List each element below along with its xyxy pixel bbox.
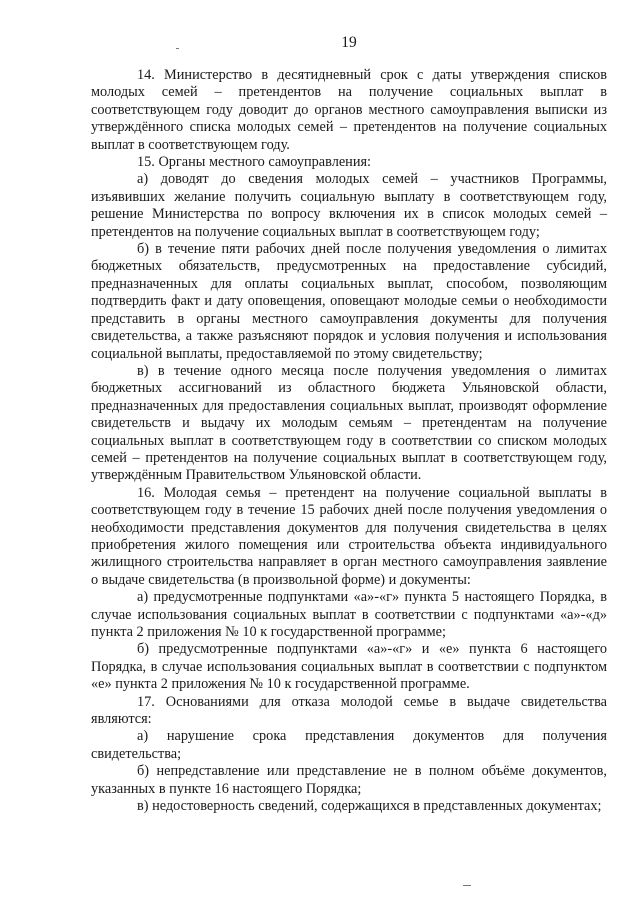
paragraph-16: 16. Молодая семья – претендент на получение социальной выплаты в соответствующем году в течение 15 рабочих дней после получения уведомления о необходимости представления документов для получения свидетельства в целях приобретения жилого помещения или строительства объекта индивидуального жилищного строительства направляет в орган местного самоуправления заявление о выдаче свидетельства (в произвольной форме) и документы:: [91, 484, 607, 588]
scan-speck: [176, 48, 179, 49]
paragraph-16a: а) предусмотренные подпунктами «а»-«г» пункта 5 настоящего Порядка, в случае использования социальных выплат в соответствии с подпунктами «а»-«д» пункта 2 приложения № 10 к государственной программе;: [91, 589, 607, 640]
paragraph-15-heading: 15. Органы местного самоуправления:: [137, 154, 372, 171]
paragraph-16b: б) предусмотренные подпунктами «а»-«г» и «е» пункта 6 настоящего Порядка, в случае использования социальных выплат в соответствии с подпунктом «е» пункта 2 приложения № 10 к государственной программе.: [91, 641, 607, 693]
paragraph-17-heading: 17. Основаниями для отказа молодой семье в выдаче свидетельства являются:: [91, 693, 607, 728]
paragraph-17a: а) нарушение срока представления документов для получения свидетельства;: [91, 728, 607, 762]
paragraph-17b: б) непредставление или представление не в полном объёме документов, указанных в пункте 16 настоящего Порядка;: [91, 763, 607, 797]
paragraph-17v: в) недостоверность сведений, содержащихся в представленных документах;: [137, 798, 602, 815]
scan-speck: [463, 885, 471, 886]
paragraph-15v: в) в течение одного месяца после получения уведомления о лимитах бюджетных ассигнований из областного бюджета Ульяновской области, предназначенных для предоставления социальных выплат, производят оформление свидетельств и выдачу их молодым семьям – претендентам на получение социальных выплат в соответствующем году в соответствии со списком молодых семей – претендентов на получение социальных выплат в соответствующем году, утверждённым Правительством Ульяновской области.: [91, 362, 607, 484]
paragraph-15a: а) доводят до сведения молодых семей – участников Программы, изъявивших желание получить социальную выплату в соответствующем году, решение Министерства по вопросу включения их в список молодых семей – претендентов на получение социальных выплат в соответствующем году;: [91, 171, 607, 240]
page-number: 19: [341, 34, 357, 51]
paragraph-14: 14. Министерство в десятидневный срок с даты утверждения списков молодых семей – претендентов на получение социальных выплат в соответствующем году доводит до органов местного самоуправления выписки из утверждённого списка молодых семей – претендентов на получение социальных выплат в соответствующем году.: [91, 67, 607, 153]
paragraph-15b: б) в течение пяти рабочих дней после получения уведомления о лимитах бюджетных обязательств, предусмотренных на предоставление субсидий, предназначенных для оплаты социальных выплат, способом, позволяющим подтвердить факт и дату оповещения, оповещают молодые семьи о необходимости представить в органы местного самоуправления документы для получения свидетельства, а также разъясняют порядок и условия получения и использования социальной выплаты, предоставляемой по этому свидетельству;: [91, 241, 607, 362]
